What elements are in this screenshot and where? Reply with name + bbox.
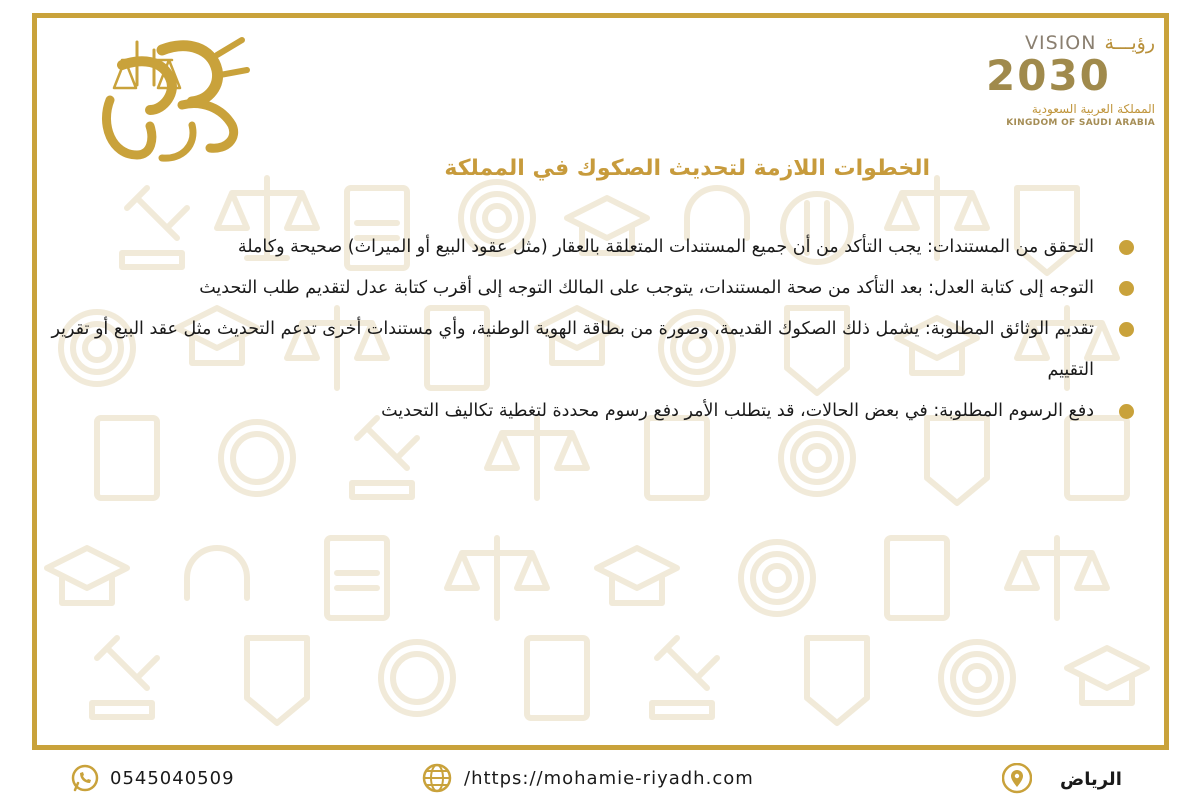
contact-footer: [0, 750, 1200, 800]
step-text: دفع الرسوم المطلوبة: في بعض الحالات، قد يتطلب الأمر دفع رسوم محددة لتغطية تكاليف التحديث: [381, 401, 1094, 421]
city-name: الرياض: [1060, 768, 1122, 790]
phone-number: 0545040509: [110, 767, 235, 789]
step-text: التوجه إلى كتابة العدل: بعد التأكد من صحة المستندات، يتوجب على المالك التوجه إلى أقرب كتابة عدل لتقديم طلب التحديث: [199, 278, 1094, 298]
page-title: الخطوات اللازمة لتحديث الصكوك في المملكة: [444, 156, 930, 181]
step-text: التحقق من المستندات: يجب التأكد من أن جميع المستندات المتعلقة بالعقار (مثل عقود البيع أو الميراث) صحيحة وكاملة: [237, 237, 1094, 257]
vision-year: 2030: [986, 51, 1111, 100]
location-pin-icon: [1002, 763, 1032, 795]
vision-country-english: KINGDOM OF SAUDI ARABIA: [1006, 118, 1155, 128]
list-item: [50, 268, 1145, 309]
calligraphy-logo: [92, 30, 252, 165]
whatsapp-icon: [70, 763, 100, 793]
location-contact[interactable]: [1002, 763, 1122, 795]
vision-country-arabic: المملكة العربية السعودية: [1031, 102, 1155, 116]
vision-word: VISION: [1025, 32, 1097, 54]
bullet-icon: [1119, 404, 1134, 419]
step-text: تقديم الوثائق المطلوبة: يشمل ذلك الصكوك القديمة، وصورة من بطاقة الهوية الوطنية، وأي مستندات أخرى تدعم التحديث مثل عقد البيع أو تقرير التقييم: [51, 319, 1094, 380]
website-url: /https://mohamie-riyadh.com: [464, 767, 754, 789]
phone-contact[interactable]: [70, 763, 235, 793]
list-item: [50, 391, 1145, 432]
list-item: [50, 227, 1145, 268]
steps-list: [50, 227, 1145, 432]
vision-2030-logo: [980, 30, 1155, 130]
globe-icon: [420, 763, 454, 793]
vision-arabic-word: رؤيـــة: [1104, 32, 1155, 54]
bullet-icon: [1119, 322, 1134, 337]
website-contact[interactable]: [420, 763, 754, 793]
bullet-icon: [1119, 281, 1134, 296]
bullet-icon: [1119, 240, 1134, 255]
list-item: [50, 309, 1145, 391]
